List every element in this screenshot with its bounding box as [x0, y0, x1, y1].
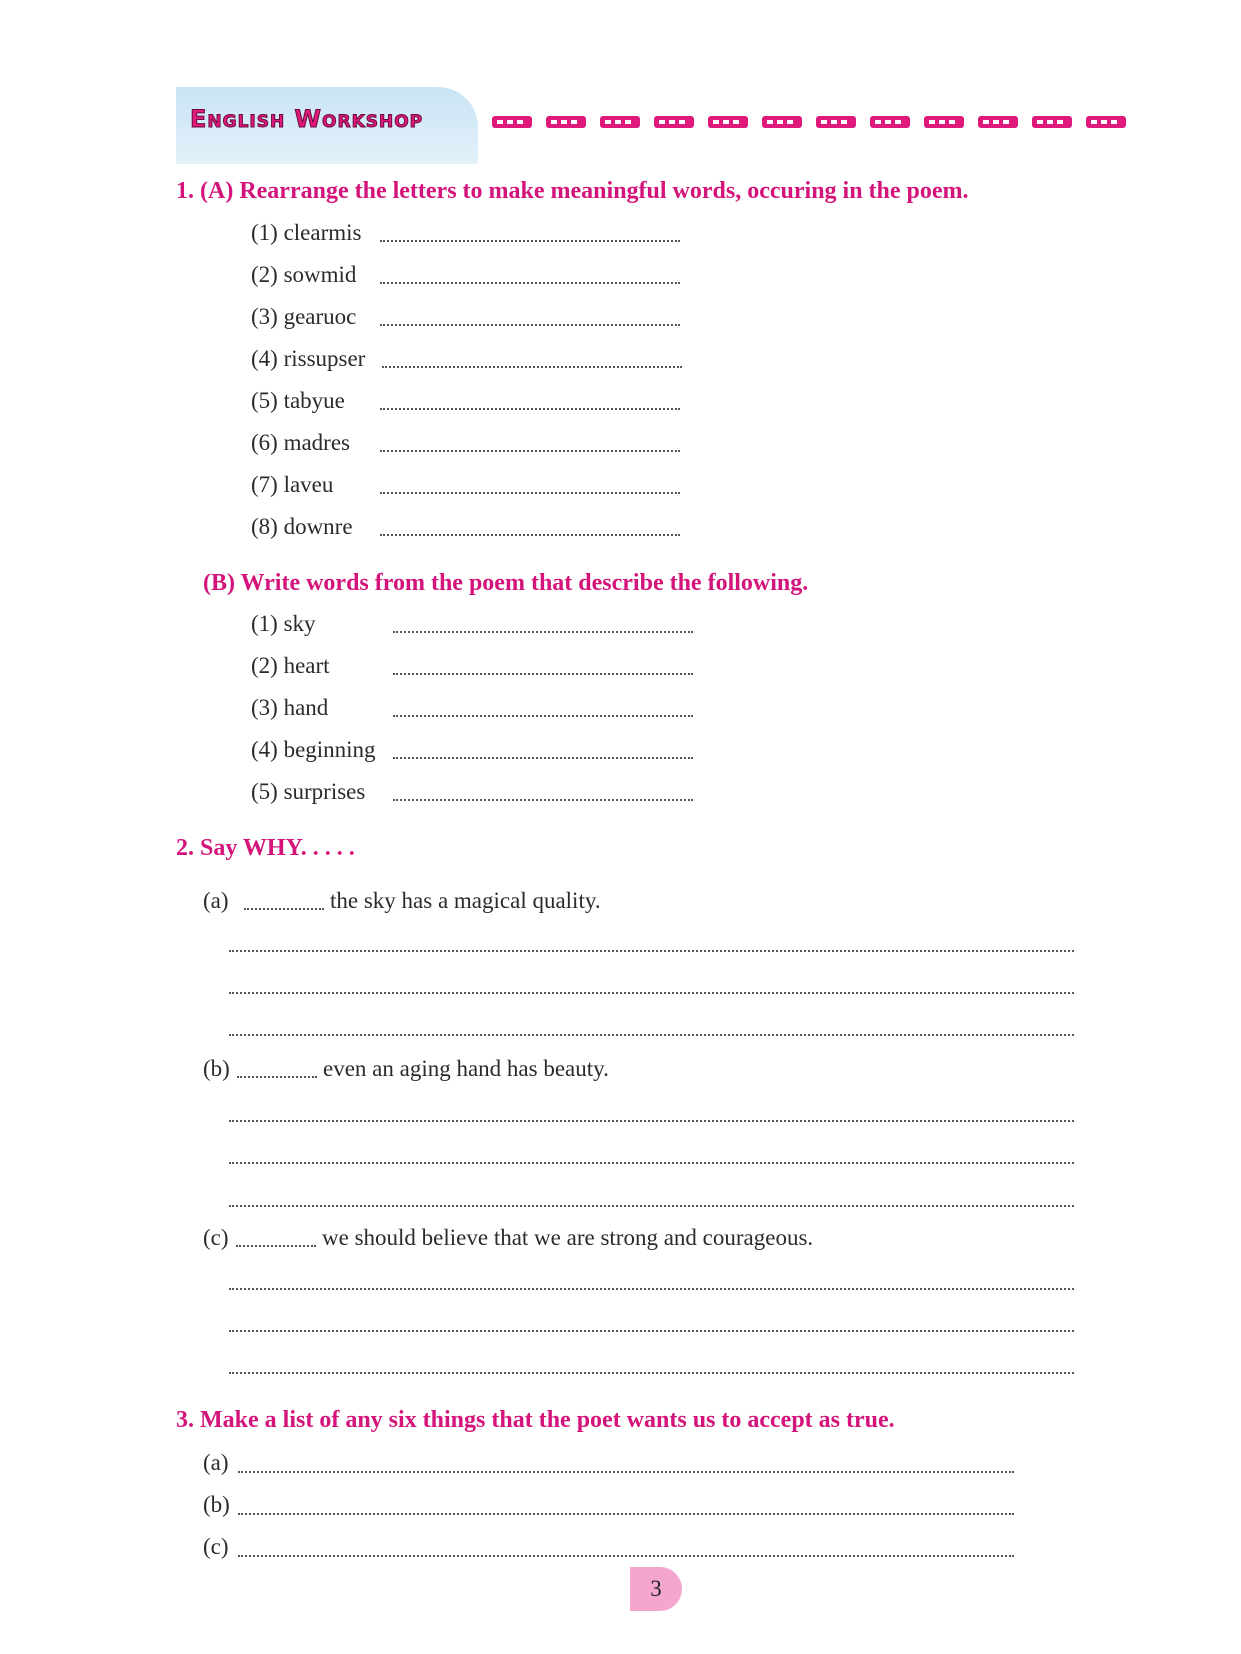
- answer-line[interactable]: [380, 324, 680, 326]
- q1a-item-7: (7) laveu: [251, 472, 334, 497]
- q2-item-c-text: we should believe that we are strong and courageous.: [322, 1225, 814, 1250]
- q1b-item-3: (3) hand: [251, 695, 329, 720]
- answer-line[interactable]: [229, 992, 1074, 994]
- workshop-title: English Workshop: [190, 105, 424, 133]
- answer-line[interactable]: [238, 1471, 1014, 1473]
- q3-heading: 3. Make a list of any six things that the poet wants us to accept as true.: [176, 1407, 895, 1433]
- answer-line[interactable]: [380, 408, 680, 410]
- q1a-item-3: (3) gearuoc: [251, 304, 357, 329]
- answer-line[interactable]: [380, 492, 680, 494]
- q1b-item-4: (4) beginning: [251, 737, 376, 762]
- answer-line[interactable]: [393, 799, 693, 801]
- q2-heading: 2. Say WHY. . . . .: [176, 835, 355, 861]
- answer-line[interactable]: [380, 450, 680, 452]
- answer-blank[interactable]: [244, 908, 324, 910]
- q1a-item-8: (8) downre: [251, 514, 353, 539]
- q2-item-b-label: (b): [203, 1056, 230, 1081]
- q2-item-a-label: (a): [203, 888, 229, 913]
- answer-line[interactable]: [229, 1330, 1074, 1332]
- q2-item-c-label: (c): [203, 1225, 229, 1250]
- q1a-item-2: (2) sowmid: [251, 262, 357, 287]
- q2-item-b-text: even an aging hand has beauty.: [323, 1056, 609, 1081]
- q1a-item-5: (5) tabyue: [251, 388, 345, 413]
- answer-line[interactable]: [229, 1162, 1074, 1164]
- q2-item-a-text: the sky has a magical quality.: [330, 888, 601, 913]
- q1a-item-4: (4) rissupser: [251, 346, 366, 371]
- q3-item-c: (c): [203, 1534, 229, 1559]
- answer-blank[interactable]: [237, 1076, 317, 1078]
- q1a-item-6: (6) madres: [251, 430, 350, 455]
- page-number: 3: [630, 1567, 682, 1611]
- q1b-heading: (B) Write words from the poem that describe the following.: [203, 570, 809, 596]
- answer-line[interactable]: [393, 715, 693, 717]
- answer-line[interactable]: [229, 1205, 1074, 1207]
- answer-line[interactable]: [393, 757, 693, 759]
- answer-line[interactable]: [380, 534, 680, 536]
- header-decoration: [492, 116, 1132, 132]
- answer-line[interactable]: [229, 950, 1074, 952]
- q1b-item-1: (1) sky: [251, 611, 316, 636]
- answer-line[interactable]: [229, 1288, 1074, 1290]
- answer-line[interactable]: [380, 282, 680, 284]
- q1a-item-1: (1) clearmis: [251, 220, 362, 245]
- answer-line[interactable]: [229, 1372, 1074, 1374]
- answer-line[interactable]: [393, 673, 693, 675]
- answer-line[interactable]: [380, 240, 680, 242]
- answer-line[interactable]: [229, 1120, 1074, 1122]
- answer-line[interactable]: [393, 631, 693, 633]
- q3-item-b: (b): [203, 1492, 230, 1517]
- answer-line[interactable]: [229, 1034, 1074, 1036]
- q1a-heading: 1. (A) Rearrange the letters to make meaningful words, occuring in the poem.: [176, 178, 969, 204]
- q1b-item-5: (5) surprises: [251, 779, 366, 804]
- answer-line[interactable]: [238, 1513, 1014, 1515]
- answer-line[interactable]: [238, 1555, 1014, 1557]
- answer-line[interactable]: [382, 366, 682, 368]
- answer-blank[interactable]: [236, 1245, 316, 1247]
- q3-item-a: (a): [203, 1450, 229, 1475]
- q1b-item-2: (2) heart: [251, 653, 330, 678]
